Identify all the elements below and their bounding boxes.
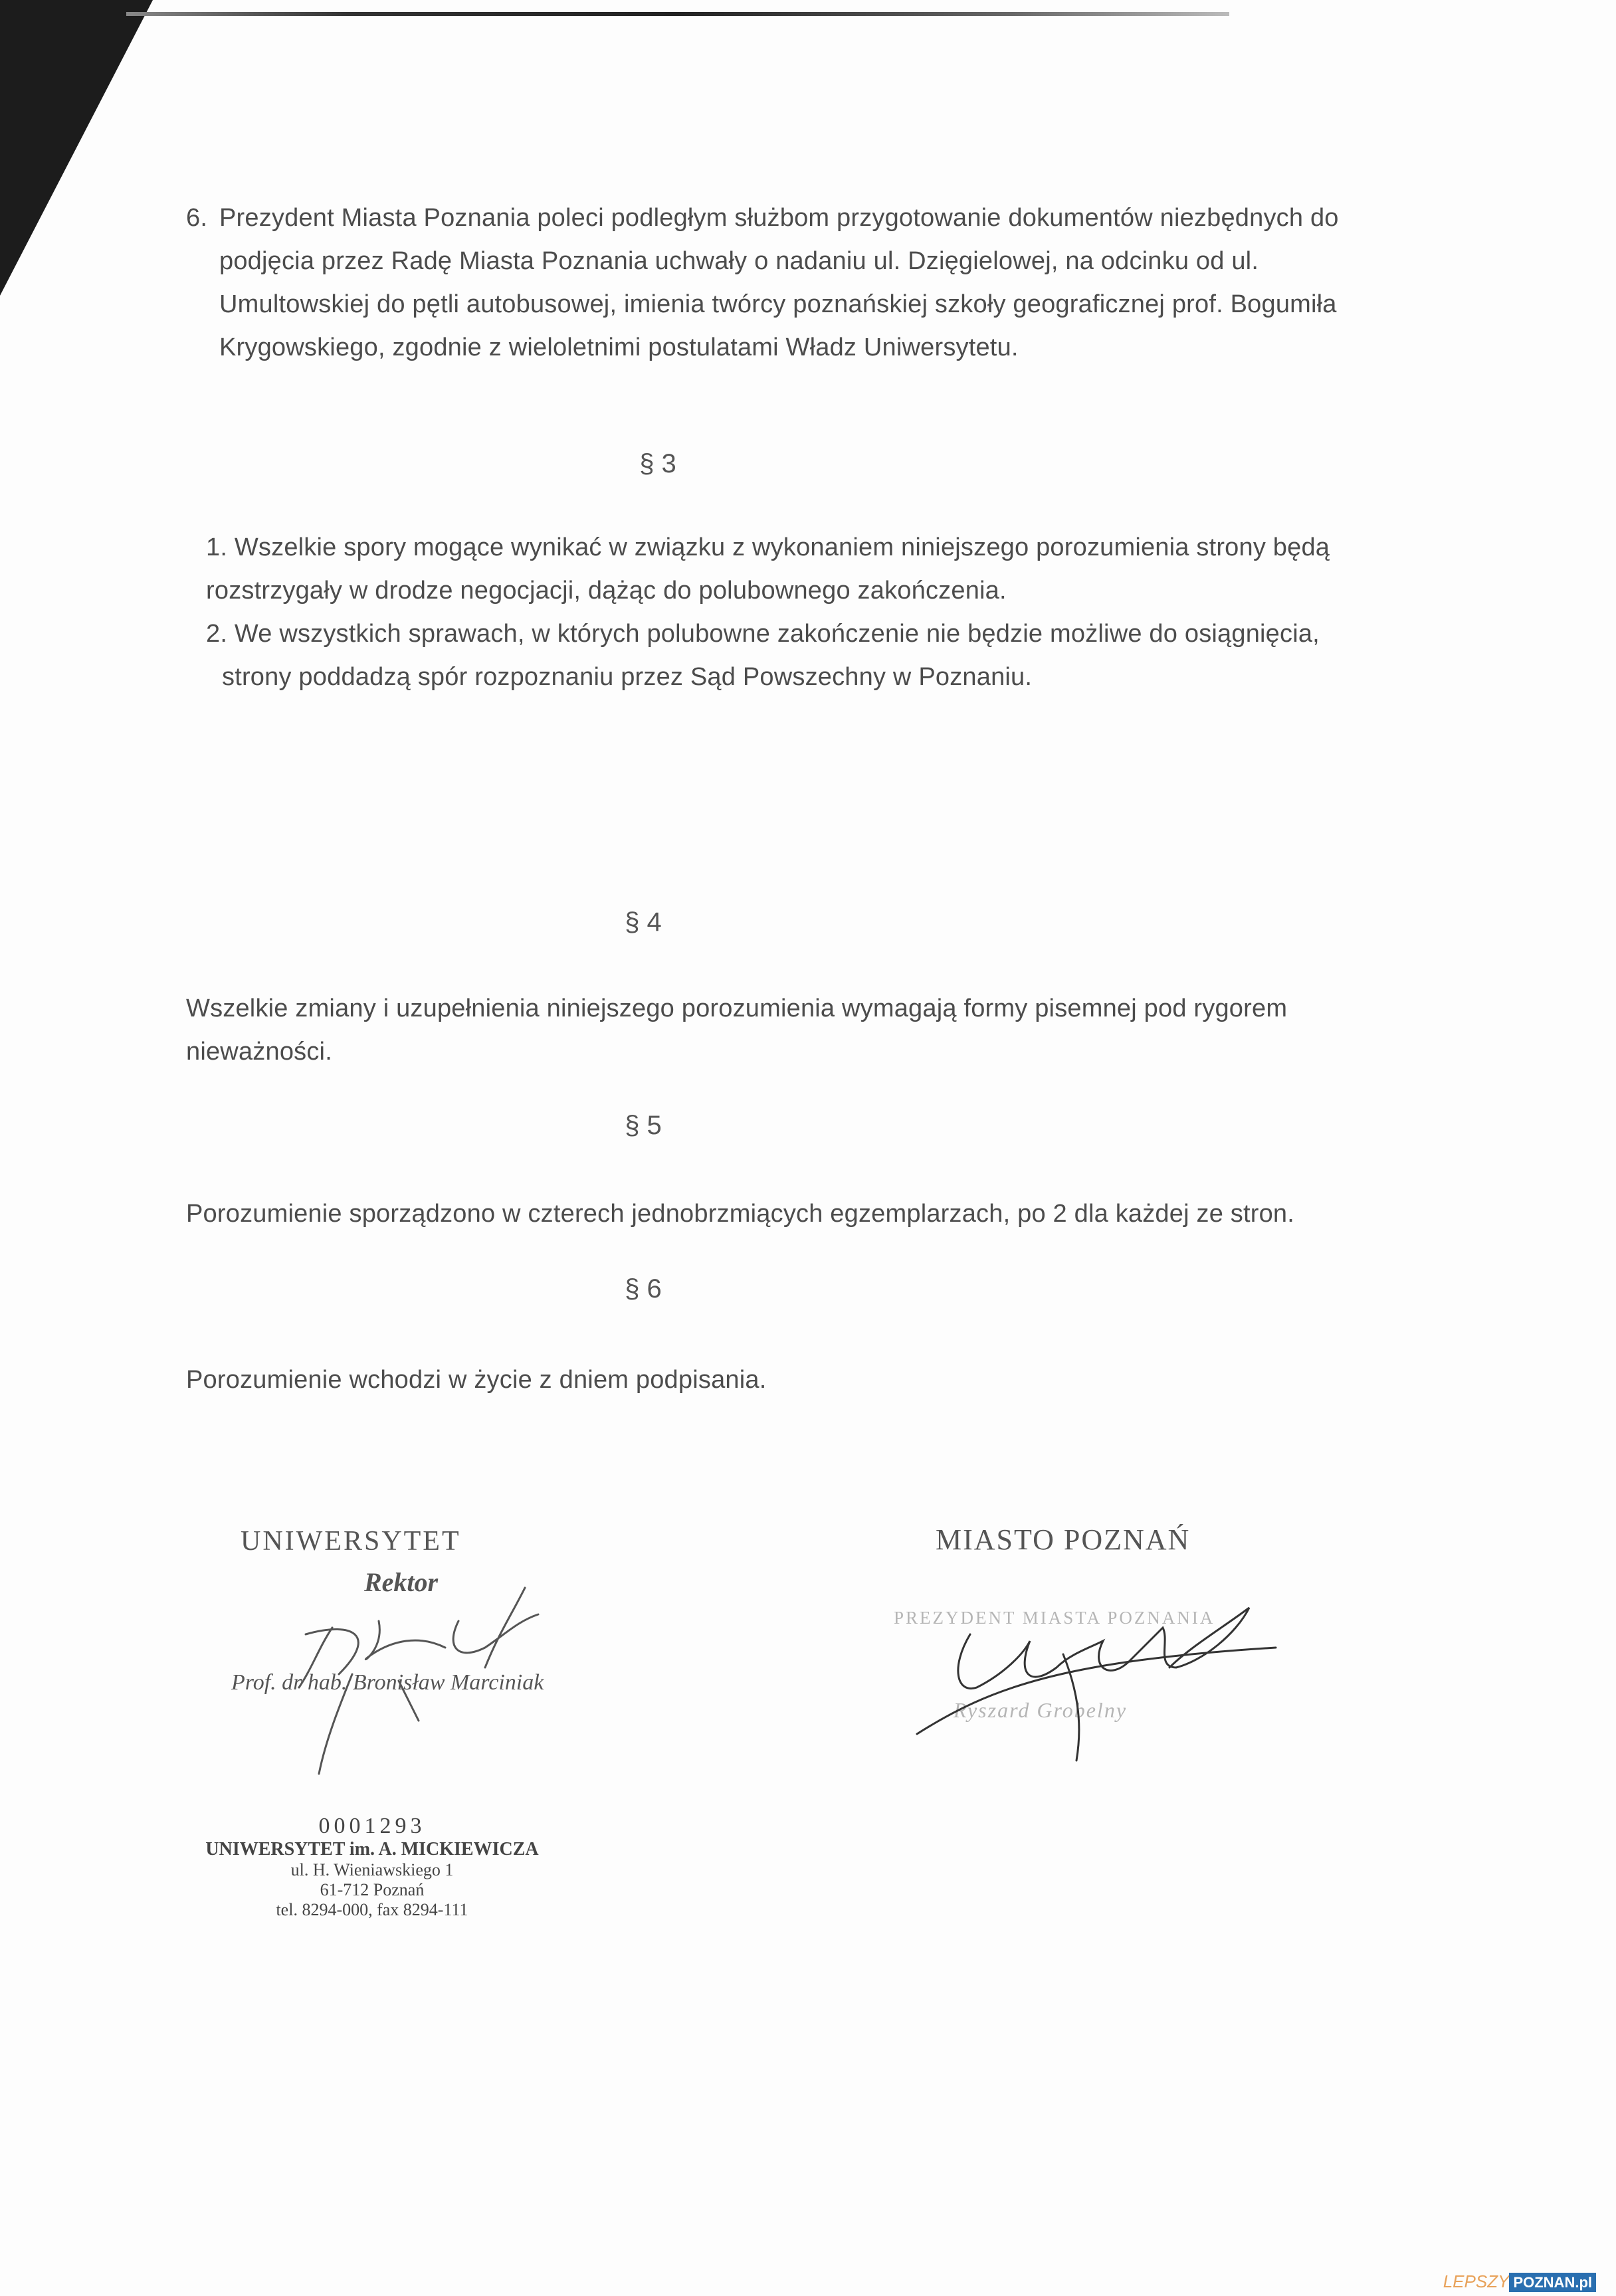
right-handwritten-signature — [890, 1555, 1289, 1774]
right-signatory-name: Ryszard Grobelny — [954, 1698, 1128, 1722]
section3-item2 — [206, 613, 1389, 699]
top-scan-rule — [126, 12, 1229, 16]
watermark-part2: POZNAN.pl — [1509, 2273, 1596, 2292]
section3-item2-line-1: 2. We wszystkich sprawach, w których polubowne zakończenie nie będzie możliwe do osiągnięcia, — [206, 620, 1320, 648]
stamp-line-2: ul. H. Wieniawskiego 1 — [290, 1860, 454, 1879]
section3-item1-line-2: rozstrzygały w drodze negocjacji, dążąc do polubownego zakończenia. — [206, 577, 1007, 605]
section4-heading: § 4 — [625, 908, 662, 937]
section6-text: Porozumienie wchodzi w życie z dniem podpisania. — [186, 1366, 767, 1394]
section3-item1-line-1: 1. Wszelkie spory mogące wynikać w związku z wykonaniem niniejszego porozumienia strony będą — [206, 533, 1330, 561]
section3-heading: § 3 — [639, 449, 676, 478]
stamp-line-4: tel. 8294-000, fax 8294-111 — [276, 1900, 468, 1919]
section5-text: Porozumienie sporządzono w czterech jednobrzmiących egzemplarzach, po 2 dla każdej ze stron. — [186, 1200, 1295, 1228]
right-signatory-role: PREZYDENT MIASTA POZNANIA — [894, 1608, 1215, 1628]
section5-heading: § 5 — [625, 1111, 662, 1140]
watermark-part1: LEPSZY — [1443, 2271, 1510, 2291]
section3-item1 — [206, 526, 1389, 613]
item6-line-1: Prezydent Miasta Poznania poleci podległym służbom przygotowanie dokumentów niezbędnych do — [219, 204, 1339, 232]
item6-line-3: Umultowskiej do pętli autobusowej, imienia twórcy poznańskiej szkoły geograficznej prof. Bogumiła — [219, 290, 1337, 318]
stamp-number: 0001293 — [318, 1814, 426, 1838]
section2-item6 — [186, 197, 1382, 369]
left-signatory-name: Prof. dr hab. Bronisław Marciniak — [231, 1670, 544, 1695]
item6-number: 6. — [186, 204, 208, 232]
item6-line-2: podjęcia przez Radę Miasta Poznania uchwały o nadaniu ul. Dzięgielowej, na odcinku od ul. — [219, 247, 1259, 275]
section3-item2-line-2: strony poddadzą spór rozpoznaniu przez Sąd Powszechny w Poznaniu. — [222, 663, 1033, 691]
stamp-line-1: UNIWERSYTET im. A. MICKIEWICZA — [205, 1839, 539, 1860]
scan-shadow-corner — [0, 0, 173, 306]
university-stamp — [186, 1814, 558, 1920]
left-signatory-role: Rektor — [364, 1567, 439, 1597]
left-signatory-title: UNIWERSYTET — [241, 1526, 461, 1557]
section4-line-1: Wszelkie zmiany i uzupełnienia niniejszego porozumienia wymagają formy pisemnej pod rygorem — [186, 995, 1288, 1022]
stamp-line-3: 61-712 Poznań — [320, 1880, 425, 1899]
item6-line-4: Krygowskiego, zgodnie z wieloletnimi postulatami Władz Uniwersytetu. — [219, 334, 1019, 361]
right-signatory-title: MIASTO POZNAŃ — [936, 1523, 1191, 1556]
section4-line-2: nieważności. — [186, 1038, 332, 1066]
watermark — [1443, 2271, 1596, 2292]
section4-text — [186, 987, 1389, 1074]
section6-heading: § 6 — [625, 1274, 662, 1303]
